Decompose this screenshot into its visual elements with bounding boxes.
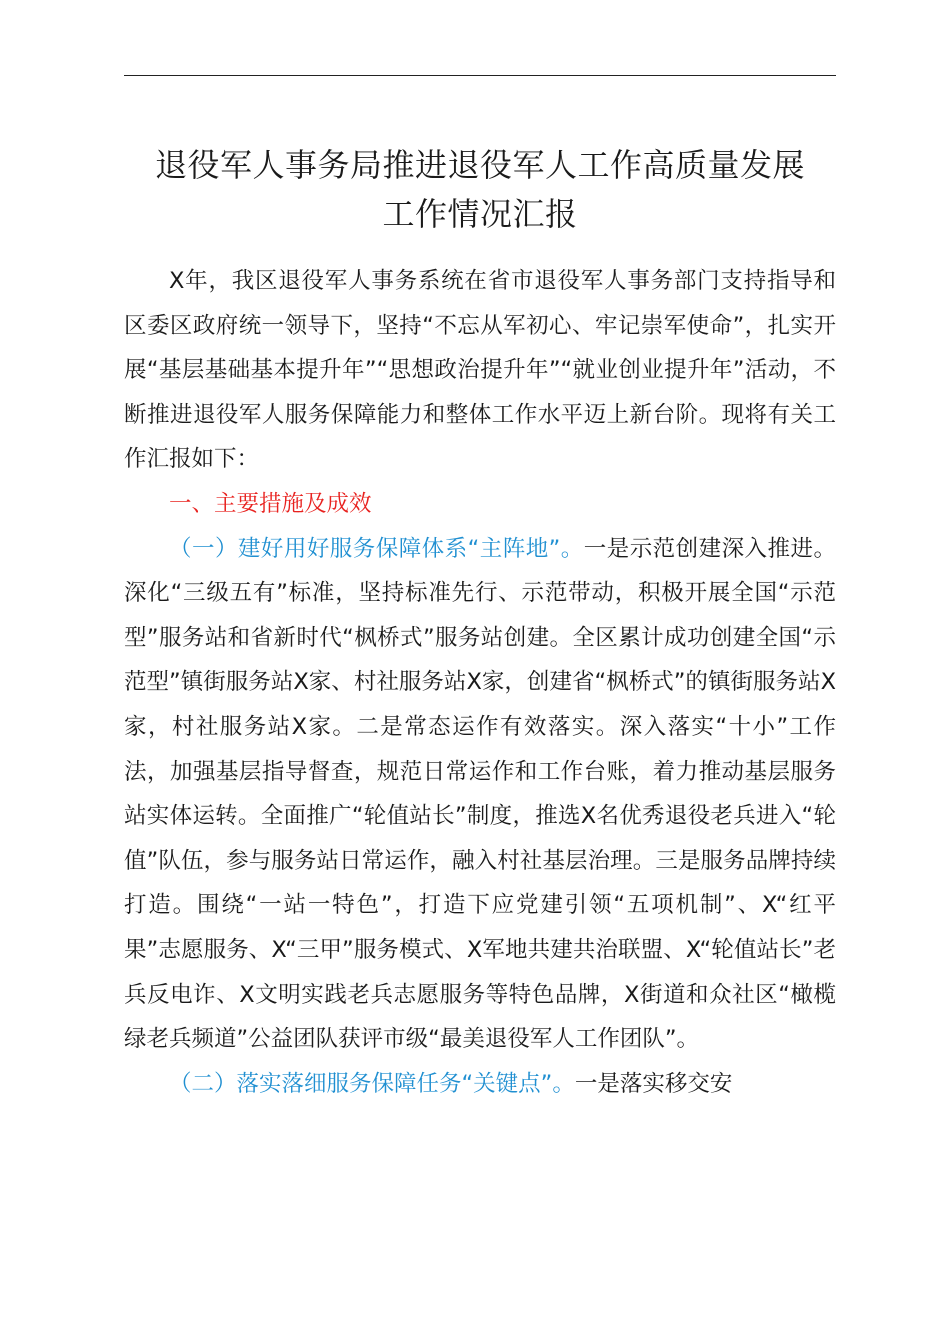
subsection-1-body: 一是示范创建深入推进。深化“三级五有”标准，坚持标准先行、示范带动，积极开展全国“示范型”服务站和省新时代“枫桥式”服务站创建。全区累计成功创建全国“示范型”镇街服务站X家、村社服务站X家，创建省“枫桥式”的镇街服务站X家，村社服务站X家。二是常态运作有效落实。深入落实“十小”工作法，加强基层指导督查，规范日常运作和工作台账，着力推动基层服务站实体运转。全面推广“轮值站长”制度，推选X名优秀退役老兵进入“轮值”队伍，参与服务站日常运作，融入村社基层治理。三是服务品牌持续打造。围绕“一站一特色”，打造下应党建引领“五项机制”、X“红平果”志愿服务、X“三甲”服务模式、X军地共建共治联盟、X“轮值站长”老兵反电诈、X文明实践老兵志愿服务等特色品牌，X街道和众社区“橄榄绿老兵频道”公益团队获评市级“最美退役军人工作团队”。 xyxy=(124,535,836,1053)
section-heading-main-measures: 一、主要措施及成效 xyxy=(169,490,372,517)
header-rule xyxy=(124,75,836,76)
document-body xyxy=(124,259,836,1106)
subsection-2-paragraph xyxy=(124,1062,836,1107)
subsection-1-heading: （一）建好用好服务保障体系“主阵地”。 xyxy=(169,535,584,562)
document-title-line2: 工作情况汇报 xyxy=(382,195,578,233)
document-title-line1: 退役军人事务局推进退役军人工作高质量发展 xyxy=(154,146,805,184)
subsection-2-body: 一是落实移交安 xyxy=(574,1070,733,1097)
intro-paragraph: X年，我区退役军人事务系统在省市退役军人事务部门支持指导和区委区政府统一领导下，坚持“不忘从军初心、牢记崇军使命”，扎实开展“基层基础基本提升年”“思想政治提升年”“就业创业提升年”活动，不断推进退役军人服务保障能力和整体工作水平迈上新台阶。现将有关工作汇报如下： xyxy=(124,268,836,473)
subsection-1-paragraph xyxy=(124,527,836,1062)
subsection-2-heading: （二）落实落细服务保障任务“关键点”。 xyxy=(169,1070,575,1097)
